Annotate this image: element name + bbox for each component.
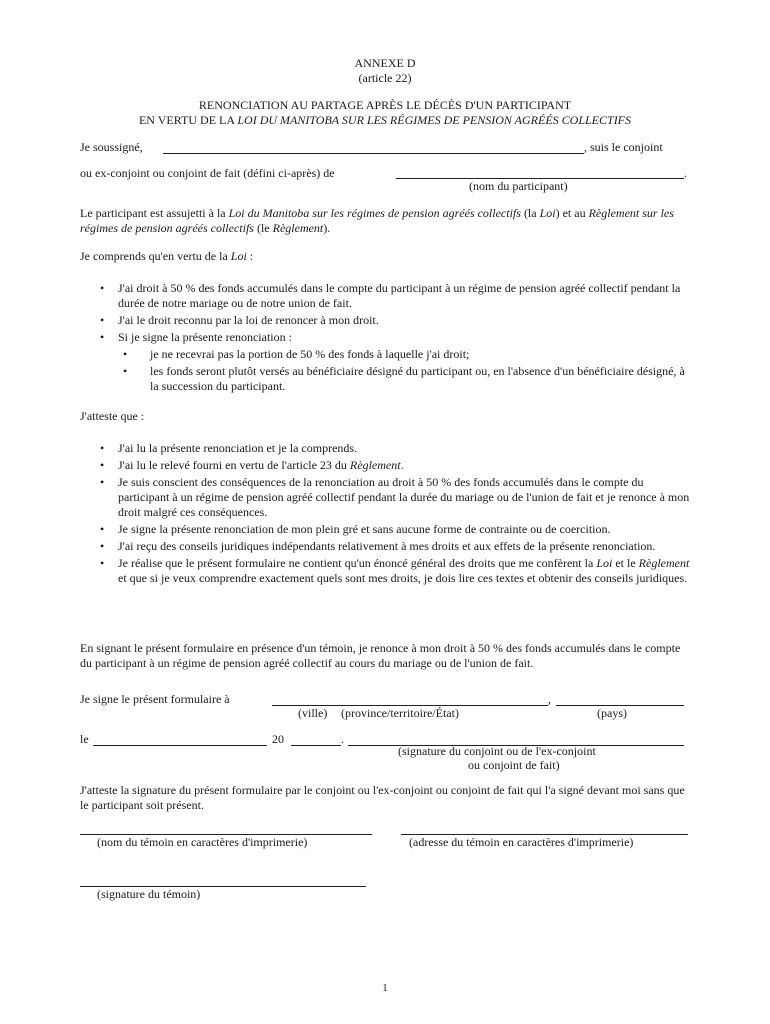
- list-item: • J'ai le droit reconnu par la loi de renoncer à mon droit.: [80, 313, 690, 328]
- soussigne-label: Je soussigné,: [80, 140, 143, 154]
- list-item: • J'ai lu la présente renonciation et je la comprends.: [80, 441, 690, 456]
- list-item: • Je signe la présente renonciation de mon plein gré et sans aucune forme de contrainte ou de coercition.: [80, 522, 690, 537]
- participant-name-caption: (nom du participant): [469, 179, 568, 193]
- conjoint-name-field[interactable]: [163, 153, 584, 154]
- consequences-sublist: [80, 347, 690, 394]
- witness-attestation-paragraph: J'atteste la signature du présent formulaire par le conjoint ou l'ex-conjoint ou conjoint de fait qui l'a signé devant moi sans que le participant soit présent.: [80, 783, 685, 812]
- list-item: • Je suis conscient des conséquences de la renonciation au droit à 50 % des fonds accumulés dans le compte du participant à un régime de pension agréé collectif pendant la durée du mariage ou de l'union de fait et je renonce à mon droit malgré ces conséquences.: [80, 475, 690, 520]
- city-caption: (ville): [298, 706, 328, 720]
- list-item: • J'ai droit à 50 % des fonds accumulés dans le compte du participant à un régime de pension agréé collectif pendant la durée de notre mariage ou de notre union de fait.: [80, 281, 690, 311]
- date-period: .: [341, 732, 344, 746]
- date-day-month-field[interactable]: [93, 745, 267, 746]
- attestation-heading: J'atteste que :: [80, 409, 145, 423]
- sentence-period: .: [684, 166, 687, 180]
- witness-address-caption: (adresse du témoin en caractères d'imprimerie): [409, 835, 634, 849]
- attestation-list: [80, 441, 690, 586]
- form-title-line2: EN VERTU DE LA LOI DU MANITOBA SUR LES RÉGIMES DE PENSION AGRÉÉS COLLECTIFS: [138, 113, 632, 127]
- list-item: • J'ai lu le relevé fourni en vertu de l'article 23 du Règlement.: [80, 458, 690, 473]
- list-item: • Je réalise que le présent formulaire ne contient qu'un énoncé général des droits que me confèrent la Loi et le Règlement et que si je veux comprendre exactement quels sont mes droits, je dois lire ces textes et obtenir des conseils juridiques.: [80, 556, 690, 586]
- list-item: • les fonds seront plutôt versés au bénéficiaire désigné du participant ou, en l'absence d'un bénéficiaire désigné, à la succession du participant.: [80, 364, 690, 394]
- rights-list: [80, 281, 690, 345]
- sign-place-label: Je signe le présent formulaire à: [80, 692, 230, 706]
- article-reference: (article 22): [358, 71, 412, 85]
- page-number: 1: [382, 982, 388, 994]
- province-caption: (province/territoire/État): [341, 706, 459, 720]
- conjoint-signature-caption-1: (signature du conjoint ou de l'ex-conjoint: [398, 744, 596, 758]
- annex-heading: ANNEXE D: [354, 56, 416, 70]
- participant-subject-paragraph: Le participant est assujetti à la Loi du Manitoba sur les régimes de pension agréés collectifs (la Loi) et au Règlement sur les régimes de pension agréés collectifs (le Règlement).: [80, 206, 674, 235]
- list-item: • je ne recevrai pas la portion de 50 % des fonds à laquelle j'ai droit;: [80, 347, 690, 362]
- list-item: • J'ai reçu des conseils juridiques indépendants relativement à mes droits et aux effets de la présente renonciation.: [80, 539, 690, 554]
- waiver-signing-paragraph: En signant le présent formulaire en présence d'un témoin, je renonce à mon droit à 50 % des fonds accumulés dans le compte du participant à un régime de pension agréé collectif au cours du mariage ou de l'union de fait.: [80, 641, 681, 670]
- list-item: • Si je signe la présente renonciation :: [80, 330, 690, 345]
- witness-name-caption: (nom du témoin en caractères d'imprimerie): [97, 835, 308, 849]
- year-prefix: 20: [272, 732, 284, 746]
- understanding-heading: Je comprends qu'en vertu de la Loi :: [80, 249, 254, 263]
- place-comma: ,: [548, 692, 551, 706]
- soussigne-suffix: , suis le conjoint: [584, 140, 663, 154]
- exconjoint-label: ou ex-conjoint ou conjoint de fait (défini ci-après) de: [80, 166, 335, 180]
- year-field[interactable]: [291, 745, 341, 746]
- date-le-label: le: [80, 732, 89, 746]
- conjoint-signature-caption-2: ou conjoint de fait): [468, 758, 560, 772]
- country-caption: (pays): [597, 706, 627, 720]
- form-title-line1: RENONCIATION AU PARTAGE APRÈS LE DÉCÈS D'UN PARTICIPANT: [198, 98, 572, 112]
- witness-signature-caption: (signature du témoin): [97, 887, 201, 901]
